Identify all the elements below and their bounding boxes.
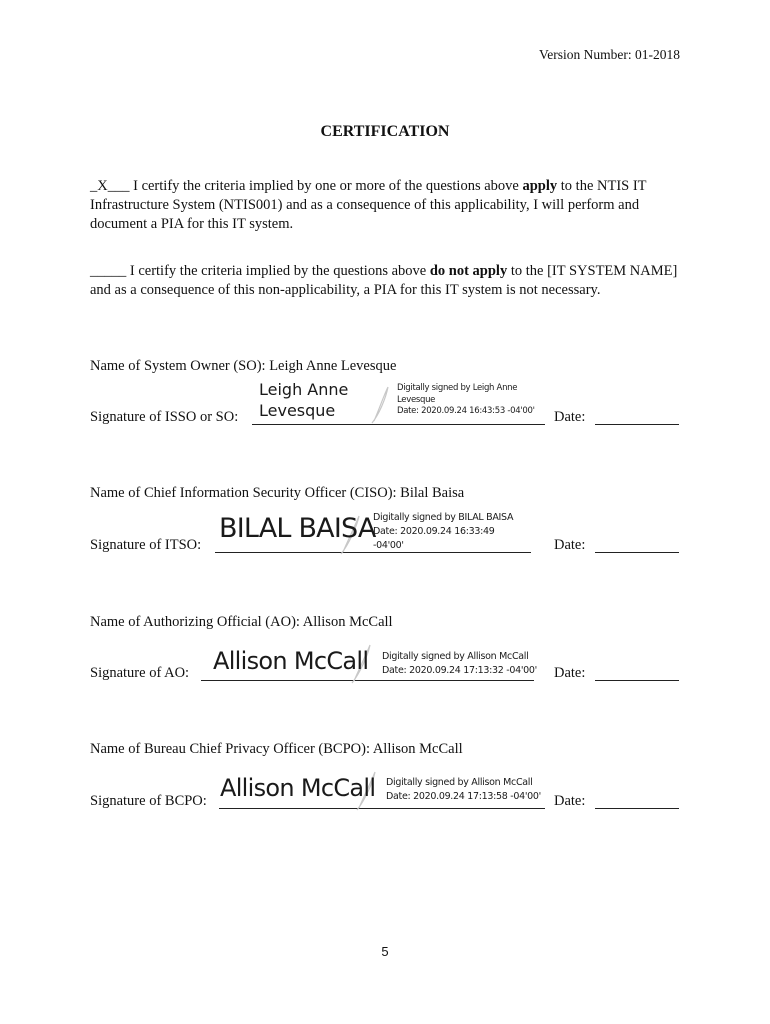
bcpo-signature-info-line: Date: 2020.09.24 17:13:58 -04'00' bbox=[386, 791, 541, 802]
so-signer-name bbox=[259, 379, 348, 421]
certify-apply-text-a: I certify the criteria implied by one or more of the questions above bbox=[129, 178, 523, 194]
bcpo-date-label: Date: bbox=[554, 793, 586, 809]
certify-apply-mark: _X___ bbox=[90, 178, 130, 194]
certify-apply-paragraph bbox=[90, 177, 690, 234]
page-number: 5 bbox=[381, 944, 389, 959]
bcpo-name-label: Name of Bureau Chief Privacy Officer (BCPO): Allison McCall bbox=[90, 741, 463, 757]
bcpo-signature-label: Signature of BCPO: bbox=[90, 793, 207, 809]
ao-signature-info bbox=[382, 650, 537, 678]
signature-check-icon bbox=[368, 383, 396, 427]
bcpo-signature-info-line: Digitally signed by Allison McCall bbox=[386, 777, 533, 788]
ao-name-label: Name of Authorizing Official (AO): Allison McCall bbox=[90, 614, 393, 630]
ciso-date-label: Date: bbox=[554, 537, 586, 553]
certify-not-apply-text-b: to the [IT SYSTEM NAME] and as a consequence of this non-applicability, a PIA for this IT system is not necessary. bbox=[90, 263, 678, 298]
ciso-name-label: Name of Chief Information Security Officer (CISO): Bilal Baisa bbox=[90, 485, 465, 501]
page-title: CERTIFICATION bbox=[320, 123, 450, 140]
ciso-signature-info-line: -04'00' bbox=[373, 540, 404, 551]
so-signature-info-line: Date: 2020.09.24 16:43:53 -04'00' bbox=[397, 406, 535, 416]
ciso-signature-info-line: Date: 2020.09.24 16:33:49 bbox=[373, 526, 495, 537]
bcpo-signer-name: Allison McCall bbox=[220, 774, 376, 802]
so-signature-info-line: Digitally signed by Leigh Anne bbox=[397, 383, 518, 393]
certify-not-apply-bold: do not apply bbox=[429, 263, 508, 279]
ao-date-line bbox=[595, 680, 679, 681]
bcpo-date-line bbox=[595, 808, 679, 809]
ao-date-label: Date: bbox=[554, 665, 586, 681]
so-signature-label: Signature of ISSO or SO: bbox=[90, 409, 239, 425]
so-signer-name-line1: Leigh Anne bbox=[259, 380, 349, 399]
ciso-signature-info bbox=[373, 511, 513, 553]
ao-signature-label: Signature of AO: bbox=[90, 665, 190, 681]
ciso-signature-info-line: Digitally signed by BILAL BAISA bbox=[373, 512, 514, 523]
ao-signature-info-line: Digitally signed by Allison McCall bbox=[382, 651, 529, 662]
ao-signer-name: Allison McCall bbox=[213, 647, 369, 675]
so-date-line bbox=[595, 424, 679, 425]
bcpo-signature-info bbox=[386, 776, 541, 804]
ciso-signer-name: BILAL BAISA bbox=[219, 513, 376, 544]
certify-not-apply-paragraph bbox=[90, 262, 690, 300]
ciso-signature-label: Signature of ITSO: bbox=[90, 537, 202, 553]
so-signer-name-line2: Levesque bbox=[259, 401, 336, 420]
so-signature-info-line: Levesque bbox=[397, 394, 436, 405]
certify-apply-text-b: to the NTIS IT Infrastructure System (NTIS001) and as a consequence of this applicability, I will perform and document a PIA for this IT system. bbox=[90, 178, 647, 232]
certify-not-apply-mark: _____ bbox=[90, 263, 127, 279]
certify-apply-bold: apply bbox=[522, 178, 558, 194]
so-signature-line bbox=[252, 424, 545, 425]
so-signature-info bbox=[397, 383, 535, 418]
ao-signature-info-line: Date: 2020.09.24 17:13:32 -04'00' bbox=[382, 665, 537, 676]
ciso-date-line bbox=[595, 552, 679, 553]
so-name-label: Name of System Owner (SO): Leigh Anne Levesque bbox=[90, 358, 397, 374]
so-date-label: Date: bbox=[554, 409, 586, 425]
certify-not-apply-text-a: I certify the criteria implied by the questions above bbox=[126, 263, 430, 279]
version-number: Version Number: 01-2018 bbox=[539, 47, 680, 62]
